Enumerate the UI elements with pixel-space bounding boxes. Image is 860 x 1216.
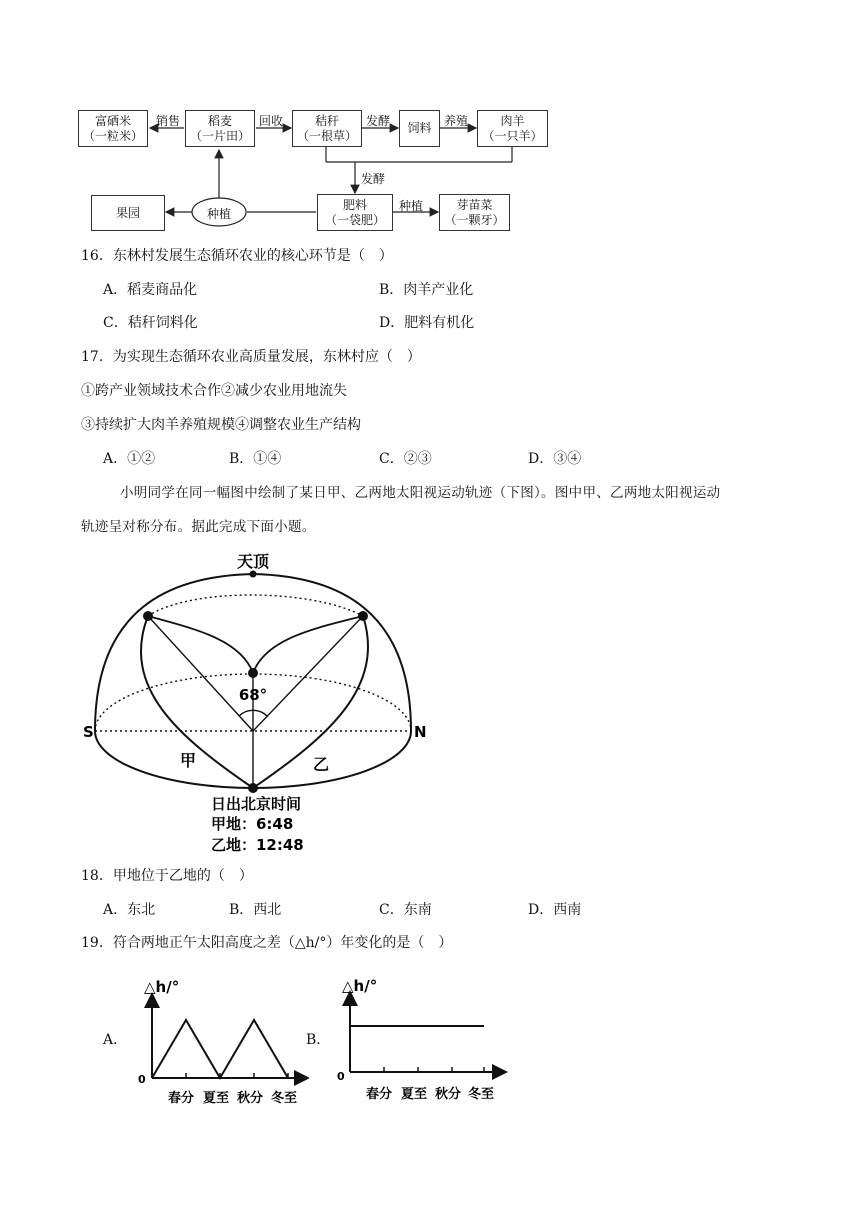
angle-label: 68°: [238, 686, 268, 704]
box-sublabel: （一粒米）: [82, 128, 143, 143]
origin-label: 0: [138, 1073, 146, 1086]
tick-label-xiazhi: 夏至: [401, 1087, 428, 1102]
yi-label: 乙: [313, 755, 330, 774]
q16-option-b[interactable]: B．肉羊产业化: [379, 282, 474, 298]
yi-sunrise-time: 乙地：12:48: [211, 836, 304, 854]
sunrise-point: [248, 783, 258, 793]
box-feiliao: [317, 194, 393, 231]
box-label: 果园: [115, 205, 140, 220]
q16-option-d[interactable]: D．肥料有机化: [379, 315, 475, 331]
arrow-label-huishou: 回收: [259, 114, 284, 128]
tick-label-qiufen: 秋分: [435, 1087, 462, 1102]
zhongzhi-label: 种植: [206, 207, 231, 221]
jia-noon-sun: [143, 611, 153, 621]
arrow-label-fajiao-down: 发酵: [361, 172, 386, 186]
tick-label-xiazhi: 夏至: [203, 1091, 230, 1106]
q17-option-c[interactable]: C．②③: [379, 451, 432, 467]
yi-sun-line: [253, 616, 363, 731]
box-sublabel: （一颗牙）: [444, 212, 505, 227]
q17-choices-line2: ③持续扩大肉羊养殖规模④调整农业生产结构: [81, 417, 361, 433]
jia-sunrise-time: 甲地：6:48: [211, 815, 294, 833]
yi-noon-sun: [358, 611, 368, 621]
box-sublabel: （一袋肥）: [324, 212, 385, 227]
y-axis-label: △h/°: [144, 978, 180, 996]
delta-h-line: [152, 1020, 288, 1078]
box-rouyang: [477, 110, 548, 147]
box-jiegan: [292, 110, 362, 147]
yi-path-back: [253, 616, 363, 673]
q19-option-a[interactable]: A．: [103, 1032, 128, 1048]
sun-path-diagram: [80, 548, 440, 858]
box-siliao: [399, 110, 440, 147]
tick-label-dongzhi: 冬至: [468, 1087, 495, 1102]
q18-option-a[interactable]: A．东北: [103, 902, 156, 918]
sunrise-caption: 日出北京时间: [211, 795, 302, 813]
box-yamiao: [439, 194, 510, 231]
q19-graph-a: [134, 974, 309, 1114]
arrow-label-yangzhi: 养殖: [444, 114, 469, 128]
arrow-label-fajiao: 发酵: [366, 114, 391, 128]
box-label: 稻麦: [207, 113, 232, 128]
y-axis-label: △h/°: [342, 977, 378, 995]
box-guoyuan: [91, 195, 165, 231]
box-label: 富硒米: [94, 113, 131, 128]
q17-choices-line1: ①跨产业领域技术合作②减少农业用地流失: [81, 383, 347, 399]
north-label: N: [414, 723, 427, 741]
meridian-dotted: [148, 595, 363, 616]
q16-stem: 16．东林村发展生态循环农业的核心环节是（ ）: [81, 248, 393, 264]
intro-line2: 轨迹呈对称分布。据此完成下面小题。: [81, 519, 316, 535]
jia-path-back: [148, 616, 253, 673]
box-label: 肉羊: [500, 113, 525, 128]
q18-option-c[interactable]: C．东南: [379, 902, 432, 918]
jia-sun-line: [148, 616, 253, 731]
box-label: 饲料: [407, 121, 432, 135]
yi-path-front: [253, 616, 368, 788]
box-label: 芽苗菜: [456, 197, 493, 212]
tick-label-chunfen: 春分: [366, 1087, 393, 1102]
box-sublabel: （一根草）: [296, 128, 357, 143]
q19-graph-b: [334, 974, 509, 1114]
zenith-label: 天顶: [236, 552, 270, 571]
q16-option-c[interactable]: C．秸秆饲料化: [103, 315, 198, 331]
q16-option-a[interactable]: A．稻麦商品化: [103, 282, 198, 298]
q17-option-d[interactable]: D．③④: [528, 451, 582, 467]
box-label: 秸秆: [314, 113, 339, 128]
intro-line1: 小明同学在同一幅图中绘制了某日甲、乙两地太阳视运动轨迹（下图）。图中甲、乙两地太阳视运动: [120, 485, 721, 501]
q17-option-a[interactable]: A．①②: [103, 451, 156, 467]
box-sublabel: （一只羊）: [482, 128, 543, 143]
jia-label: 甲: [180, 751, 197, 770]
tick-label-qiufen: 秋分: [237, 1091, 264, 1106]
box-fuxi-rice: [78, 110, 148, 147]
zenith-point: [250, 571, 257, 578]
arrow-label-zhongzhi: 种植: [399, 199, 424, 213]
top-intersection: [248, 668, 258, 678]
q18-stem: 18．甲地位于乙地的（ ）: [81, 868, 253, 884]
q18-option-b[interactable]: B．西北: [229, 902, 282, 918]
jia-path-front: [141, 616, 253, 788]
q19-option-b[interactable]: B．: [306, 1032, 331, 1048]
box-sublabel: （一片田）: [189, 128, 250, 143]
box-daomai: [185, 110, 255, 147]
south-label: S: [83, 723, 94, 741]
tick-label-chunfen: 春分: [168, 1091, 195, 1106]
box-label: 肥料: [342, 197, 367, 212]
q18-option-d[interactable]: D．西南: [528, 902, 582, 918]
q17-stem: 17．为实现生态循环农业高质量发展，东林村应（ ）: [81, 349, 421, 365]
q17-option-b[interactable]: B．①④: [229, 451, 282, 467]
origin-label: 0: [337, 1070, 345, 1083]
tick-label-dongzhi: 冬至: [271, 1091, 298, 1106]
q19-stem: 19．符合两地正午太阳高度之差（△h/°）年变化的是（ ）: [81, 935, 453, 951]
arrow-label-xiaoshou: 销售: [156, 114, 181, 128]
